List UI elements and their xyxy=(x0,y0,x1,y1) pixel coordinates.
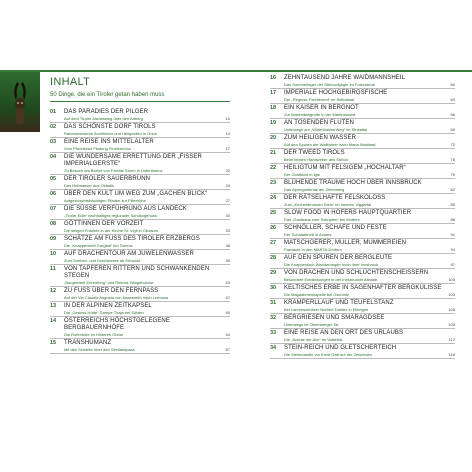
chapter-number: 16 xyxy=(270,75,277,81)
chapter-subtitle: Der Goldbichl in Igls xyxy=(284,172,320,177)
chapter-number: 06 xyxy=(50,191,57,197)
chapter-subtitle-row xyxy=(50,332,230,337)
chapter-subtitle-row xyxy=(270,337,455,342)
page-number: 10 xyxy=(225,116,230,121)
page-number: 24 xyxy=(225,183,230,188)
page-number: 88 xyxy=(450,217,455,222)
toc-entry-heading xyxy=(50,340,230,347)
chapter-title: HEILIGTUM MIT FELSIGEM „HOCHALTAR“ xyxy=(284,165,406,171)
toc-entry-heading xyxy=(50,288,230,295)
chapter-subtitle: Die Magdalenenkapelle bei Gschnitz xyxy=(284,292,349,297)
chapter-title: AUF DRACHENTOUR AM JUWELENWASSER xyxy=(64,251,194,257)
toc-entry xyxy=(270,209,455,224)
chapter-title: MATSCHGERER, MULLER, MUMMEREIEN xyxy=(284,240,406,246)
chapter-title: VON TAPFEREN RITTERN UND SCHWANKENDEN STEGEN xyxy=(64,266,210,279)
chapter-title: DER TIROLER SAUERBRUNN xyxy=(64,176,151,182)
chapter-number: 01 xyxy=(50,109,57,115)
page-number: 91 xyxy=(450,232,455,237)
toc-column-left xyxy=(50,108,230,354)
toc-entry xyxy=(50,205,230,220)
chapter-subtitle-row xyxy=(50,258,230,263)
chapter-subtitle-row xyxy=(270,292,455,297)
toc-entry-heading xyxy=(270,105,455,112)
chapter-subtitle: Auf dem Tiroler Jakobsweg über den Arlberg xyxy=(64,116,143,121)
chapter-number: 10 xyxy=(50,251,57,257)
chapter-subtitle-row xyxy=(270,307,455,312)
toc-entry xyxy=(270,74,455,89)
chapter-number: 08 xyxy=(50,221,57,227)
chapter-subtitle: Beim letzten Handweber des Stubai xyxy=(284,157,348,162)
chapter-subtitle-row xyxy=(270,127,455,132)
chapter-subtitle: Der „Regiuse Forellenhof“ im Sellraintal xyxy=(284,97,355,102)
chapter-title: TRANSHUMANZ xyxy=(64,340,112,346)
toc-entry-heading xyxy=(270,285,455,292)
page-number: 109 xyxy=(448,322,455,327)
page-number: 97 xyxy=(450,262,455,267)
chapter-number: 07 xyxy=(50,206,57,212)
chapter-subtitle-row xyxy=(270,172,455,177)
chapter-number: 21 xyxy=(270,150,277,156)
chapter-title: SLOW FOOD IN HOFERS HAUPTQUARTIER xyxy=(284,210,412,216)
page-number: 14 xyxy=(225,131,230,136)
chapter-subtitle: Die „Knappenwelt Gurgltal“ bei Tarrenz xyxy=(64,243,133,248)
toc-entry-heading xyxy=(270,150,455,157)
page-title: INHALT xyxy=(50,76,91,88)
page-number: 79 xyxy=(450,172,455,177)
chapter-subtitle: Zum „Kirchenbrunnen Stein“ im Inneren Viggartal xyxy=(284,202,372,207)
chapter-subtitle: Unterwegs am „WildeWasserWeg“ im Stubaital xyxy=(284,127,368,132)
page-number: 54 xyxy=(225,332,230,337)
toc-entry xyxy=(50,317,230,339)
header-rule xyxy=(0,70,472,72)
page-number: 17 xyxy=(225,146,230,151)
chapter-subtitle: Auf der Via Claudia Augusta von Nassereith nach Lermoos xyxy=(64,295,169,300)
subtitle-rule xyxy=(50,101,230,102)
toc-entry-heading xyxy=(270,315,455,322)
chapter-title: DER RÄTSELHAFTE FELSKOLOSS xyxy=(284,195,386,201)
chapter-subtitle-row xyxy=(50,295,230,300)
page-number: 72 xyxy=(450,142,455,147)
chapter-subtitle-row xyxy=(270,82,455,87)
chapter-subtitle-row xyxy=(50,243,230,248)
chapter-number: 27 xyxy=(270,240,277,246)
toc-entry xyxy=(270,299,455,314)
chapter-number: 17 xyxy=(270,90,277,96)
chapter-subtitle-row xyxy=(50,213,230,218)
chapter-number: 15 xyxy=(50,340,57,346)
chapter-subtitle: Zum Seeben- und Drachensee ab Ehrwald xyxy=(64,258,140,263)
chapter-title: KELTISCHES ERBE IN SAGENHAFTER BERGKULISSE xyxy=(284,285,442,291)
page-number: 33 xyxy=(225,228,230,233)
chapter-subtitle: Die seligen Fräulein in der Kirche St. Vigil in Obsaurs xyxy=(64,228,158,233)
chapter-subtitle-row xyxy=(270,247,455,252)
toc-entry xyxy=(50,339,230,354)
toc-entry-heading xyxy=(270,90,455,97)
chapter-number: 19 xyxy=(270,120,277,126)
chapter-title: DAS PARADIES DER PILGER xyxy=(64,109,149,115)
chapter-subtitle: Vom Pfundsztur Festung Finstermünz xyxy=(64,146,131,151)
chapter-number: 23 xyxy=(270,180,277,186)
page-number: 106 xyxy=(448,307,455,312)
chapter-subtitle: Besondere Entdeckungen in der Innsbrucker Altstadt xyxy=(284,277,378,282)
toc-entry-heading xyxy=(50,251,230,258)
toc-entry xyxy=(50,138,230,153)
toc-entry xyxy=(50,250,230,265)
chapter-number: 34 xyxy=(270,345,277,351)
chapter-subtitle-row xyxy=(50,228,230,233)
chapter-title: AUF DEN SPUREN DER BERGLEUTE xyxy=(284,255,393,261)
toc-entry-heading xyxy=(50,109,230,116)
chapter-number: 13 xyxy=(50,303,57,309)
toc-entry xyxy=(50,302,230,317)
chapter-subtitle-row xyxy=(270,322,455,327)
chapter-title: VON DRACHEN UND SCHLÜCHTENSCHEISSERN xyxy=(284,270,429,276)
chapter-subtitle: Unterwegs im Obernberger Tal xyxy=(284,322,339,327)
chapter-title: IN DER ALPINEN ZEITKAPSEL xyxy=(64,303,152,309)
ibex-photo-icon xyxy=(0,72,40,132)
toc-entry xyxy=(50,175,230,190)
toc-entry-heading xyxy=(50,318,230,332)
chapter-subtitle-row xyxy=(50,183,230,188)
page-number: 112 xyxy=(448,337,455,342)
toc-entry xyxy=(50,235,230,250)
toc-entry-heading xyxy=(270,120,455,127)
page-number: 63 xyxy=(450,97,455,102)
toc-entry xyxy=(270,134,455,149)
page-subtitle: 50 Dinge, die ein Tiroler getan haben muss xyxy=(50,92,165,98)
page-number: 50 xyxy=(225,310,230,315)
chapter-subtitle: Zu Besuch am Biohof von Familie Sturm in Untertösens xyxy=(64,168,163,173)
chapter-number: 18 xyxy=(270,105,277,111)
toc-entry xyxy=(270,239,455,254)
chapter-subtitle: Die „Gerluss-Hütte“ Gampe Thaja bei Sölden xyxy=(64,310,144,315)
chapter-subtitle: Zur Maximiliangrotte in der Martinswand xyxy=(284,112,356,117)
toc-entry xyxy=(50,108,230,123)
toc-entry-heading xyxy=(270,135,455,142)
toc-entry-heading xyxy=(50,236,230,243)
chapter-subtitle: Das Alpengartental am Zirbenweg xyxy=(284,187,345,192)
chapter-subtitle-row xyxy=(270,277,455,282)
chapter-subtitle: Die „Schule der Alm“ im Valsertal xyxy=(284,337,343,342)
chapter-subtitle: Das „Gasthaus zum Schupfen“ bei Mutters xyxy=(284,217,360,222)
chapter-number: 03 xyxy=(50,139,57,145)
chapter-title: ZU FUSS ÜBER DEN FERNPASS xyxy=(64,288,159,294)
chapter-subtitle-row xyxy=(50,146,230,151)
chapter-number: 25 xyxy=(270,210,277,216)
page-number: 47 xyxy=(225,295,230,300)
chapter-title: ZEHNTAUSEND JAHRE WAIDMANNSHEIL xyxy=(284,75,406,81)
toc-entry xyxy=(50,265,230,287)
chapter-number: 30 xyxy=(270,285,277,291)
toc-entry-heading xyxy=(50,303,230,310)
chapter-subtitle-row xyxy=(50,131,230,136)
chapter-title: EINE REISE INS MITTELALTER xyxy=(64,139,154,145)
toc-entry-heading xyxy=(270,255,455,262)
toc-entry xyxy=(270,269,455,284)
chapter-title: EINE REISE AN DEN ORT DES URLAUBS xyxy=(284,330,404,336)
toc-entry xyxy=(270,194,455,209)
chapter-number: 28 xyxy=(270,255,277,261)
toc-entry xyxy=(270,104,455,119)
page-number: 94 xyxy=(450,247,455,252)
chapter-number: 05 xyxy=(50,176,57,182)
page-number: 103 xyxy=(448,292,455,297)
chapter-subtitle-row xyxy=(50,347,230,352)
toc-entry-heading xyxy=(270,270,455,277)
page-number: 43 xyxy=(225,280,230,285)
toc-entry-heading xyxy=(50,206,230,213)
chapter-number: 32 xyxy=(270,315,277,321)
toc-entry-heading xyxy=(270,300,455,307)
page-number: 60 xyxy=(450,82,455,87)
chapter-title: IMPERIALE HOCHGEBIRGSFISCHE xyxy=(284,90,388,96)
chapter-subtitle: Das Heilwasser aus Obladis xyxy=(64,183,115,188)
chapter-subtitle-row xyxy=(270,352,455,357)
chapter-subtitle-row xyxy=(270,97,455,102)
chapter-title: DIE WUNDERSAME ERRETTUNG DER „FISSER IMPERIALGERSTE“ xyxy=(64,154,202,167)
chapter-title: STEIN-REICH UND GLETSCHERTEICH xyxy=(284,345,397,351)
chapter-title: BERGRIESEN UND SMARAGDSEE xyxy=(284,315,385,321)
chapter-title: ÖSTERREICHS HÖCHSTGELEGENE BERGBAUERNHÖFE xyxy=(64,318,170,331)
toc-entry xyxy=(270,344,455,359)
toc-entry xyxy=(270,284,455,299)
toc-entry-heading xyxy=(270,345,455,352)
chapter-number: 20 xyxy=(270,135,277,141)
page-number: 116 xyxy=(448,352,455,357)
toc-entry xyxy=(270,314,455,329)
chapter-subtitle-row xyxy=(270,217,455,222)
chapter-subtitle-row xyxy=(50,116,230,121)
toc-entry-heading xyxy=(50,191,230,198)
toc-entry-heading xyxy=(50,176,230,183)
page-number: 85 xyxy=(450,202,455,207)
chapter-number: 09 xyxy=(50,236,57,242)
chapter-subtitle: „Burgenwelt Ehrenberg“ und Rekord-Hängebrücke xyxy=(64,280,154,285)
chapter-number: 29 xyxy=(270,270,277,276)
chapter-title: EIN KAISER IN BERGNOT xyxy=(284,105,359,111)
toc-entry-heading xyxy=(50,124,230,131)
toc-entry xyxy=(270,119,455,134)
page-number: 27 xyxy=(225,198,230,203)
toc-entry-heading xyxy=(270,225,455,232)
chapter-subtitle-row xyxy=(270,262,455,267)
chapter-subtitle-row xyxy=(50,168,230,173)
toc-entry xyxy=(270,89,455,104)
chapter-subtitle: Bei Larvenschnitzer Norbert Dantex in Ellbögen xyxy=(284,307,369,312)
chapter-subtitle-row xyxy=(270,112,455,117)
chapter-subtitle-row xyxy=(50,198,230,203)
toc-entry xyxy=(270,164,455,179)
page-number: 36 xyxy=(225,243,230,248)
chapter-number: 31 xyxy=(270,300,277,306)
chapter-title: DIE SÜSSE VERFÜHRUNG AUS LANDECK xyxy=(64,206,187,212)
chapter-subtitle: Ratoromanische Architektur und Heilquellen in Grins xyxy=(64,131,157,136)
chapter-subtitle-row xyxy=(270,142,455,147)
toc-entry-heading xyxy=(270,330,455,337)
chapter-subtitle: „Tiroler Edle“ nachhaltiges regionaler Schokogenuss xyxy=(64,213,157,218)
toc-column-right xyxy=(270,74,455,359)
chapter-subtitle: Der Schafabtrieb in Axams xyxy=(284,232,332,237)
toc-entry xyxy=(270,179,455,194)
chapter-subtitle: Die Rofenhöfe im Hinteren Ötztal xyxy=(64,332,123,337)
toc-entry xyxy=(270,149,455,164)
toc-entry-heading xyxy=(50,139,230,146)
chapter-number: 04 xyxy=(50,154,57,160)
chapter-subtitle: Auf den Spuren der Wallfahrer nach Maria Waldrast xyxy=(284,142,376,147)
chapter-subtitle-row xyxy=(270,187,455,192)
chapter-subtitle: Fasnacht in den MARTA-Dörfern xyxy=(284,247,342,252)
toc-entry xyxy=(270,329,455,344)
chapter-subtitle-row xyxy=(270,157,455,162)
toc-entry xyxy=(50,123,230,138)
chapter-subtitle-row xyxy=(50,280,230,285)
page-number: 30 xyxy=(225,213,230,218)
chapter-subtitle: Die Steinmandln vor Erich Gatt auf der Zeischalm xyxy=(284,352,372,357)
page-number: 69 xyxy=(450,127,455,132)
toc-entry-heading xyxy=(50,154,230,168)
chapter-number: 33 xyxy=(270,330,277,336)
toc-entry-heading xyxy=(50,266,230,280)
chapter-title: AN TOSENDEN FLUTEN xyxy=(284,120,354,126)
ibex-silhouette xyxy=(8,78,34,128)
chapter-title: SCHNÖLLER, SCHAFE UND FESTE xyxy=(284,225,387,231)
chapter-title: SCHÄTZE AM FUSS DES TIROLER ERZBERGS xyxy=(64,236,200,242)
chapter-subtitle: Aufgeschichtsträchtigen Pfaden zur Pillerhöhe xyxy=(64,198,146,203)
chapter-subtitle-row xyxy=(50,310,230,315)
chapter-title: BLÜHENDE TRÄUME HOCH ÜBER INNSBRUCK xyxy=(284,180,422,186)
toc-entry xyxy=(270,224,455,239)
toc-entry xyxy=(50,287,230,302)
page-number: 57 xyxy=(225,347,230,352)
toc-entry-heading xyxy=(270,75,455,82)
toc-entry xyxy=(50,153,230,175)
chapter-subtitle-row xyxy=(270,202,455,207)
page-number: 20 xyxy=(225,168,230,173)
chapter-subtitle: Das Sommerlager der Steinzeitjäger im Fotschertal xyxy=(284,82,375,87)
chapter-title: ZUM HEILIGEN WASSER xyxy=(284,135,357,141)
page-number: 66 xyxy=(450,112,455,117)
chapter-number: 26 xyxy=(270,225,277,231)
chapter-title: ÜBER DEN KULT UM WEG ZUM „GACHEN BLICK“ xyxy=(64,191,208,197)
chapter-number: 02 xyxy=(50,124,57,130)
toc-entry-heading xyxy=(270,180,455,187)
page-number: 39 xyxy=(225,258,230,263)
chapter-number: 14 xyxy=(50,318,57,324)
chapter-number: 22 xyxy=(270,165,277,171)
chapter-title: DAS SCHÖNSTE DORF TIROLS xyxy=(64,124,156,130)
toc-entry xyxy=(50,190,230,205)
chapter-subtitle-row xyxy=(270,232,455,237)
toc-entry-heading xyxy=(270,165,455,172)
page-number: 82 xyxy=(450,187,455,192)
chapter-number: 12 xyxy=(50,288,57,294)
chapter-title: GÖTTINNEN DER VORZEIT xyxy=(64,221,144,227)
chapter-number: 11 xyxy=(50,266,56,272)
chapter-subtitle: Mit den Schafen über den Similaunpass xyxy=(64,347,135,352)
chapter-title: KRAMPERLLAUF UND TEUFELSTANZ xyxy=(284,300,394,306)
toc-entry-heading xyxy=(270,195,455,202)
page-number: 100 xyxy=(448,277,455,282)
toc-entry xyxy=(270,254,455,269)
chapter-subtitle: Die Knappenloch-Wanderungen hoch über Innsbruck xyxy=(284,262,379,267)
toc-entry-heading xyxy=(50,221,230,228)
toc-entry xyxy=(50,220,230,235)
chapter-number: 24 xyxy=(270,195,277,201)
chapter-title: DER TWEED TIROLS xyxy=(284,150,345,156)
toc-entry-heading xyxy=(270,240,455,247)
toc-entry-heading xyxy=(270,210,455,217)
page-number: 76 xyxy=(450,157,455,162)
